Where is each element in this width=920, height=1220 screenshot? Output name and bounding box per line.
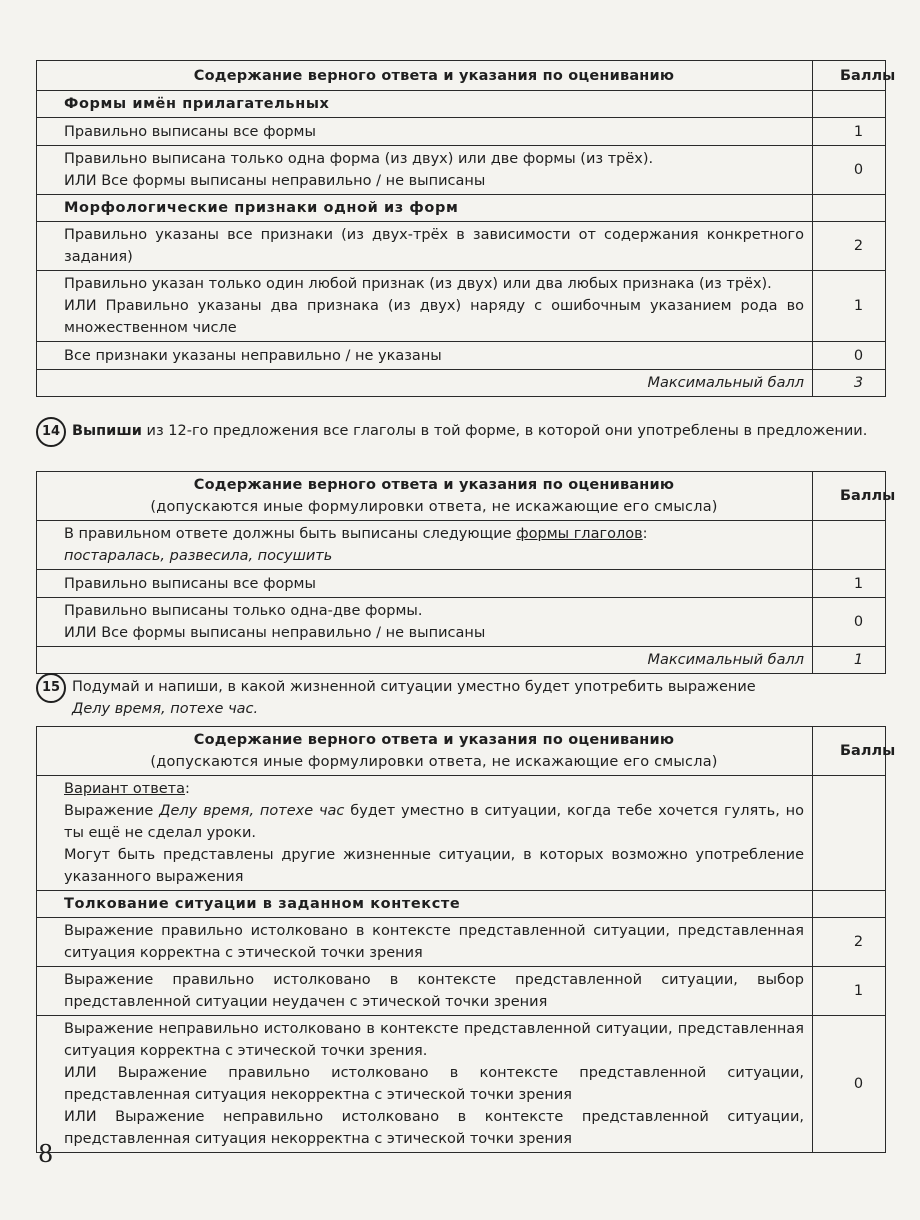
section-row: [37, 91, 886, 118]
task-body: из 12-го предложения все глаголы в той форме, в которой они употреблены в предложении.: [146, 423, 868, 439]
points-value: 1: [813, 271, 886, 342]
criterion-text: Все признаки указаны неправильно / не указаны: [37, 342, 813, 370]
table-row: [37, 598, 886, 647]
points-header: Баллы: [813, 727, 886, 776]
section-row: [37, 891, 886, 918]
criterion-text: Правильно указаны все признаки (из двух-трёх в зависимости от содержания конкретного задания): [37, 222, 813, 271]
task-body: Подумай и напиши, в какой жизненной ситуации уместно будет употребить выражение: [72, 679, 756, 695]
points-value: 0: [813, 342, 886, 370]
table-row: [37, 342, 886, 370]
points-value: 2: [813, 222, 886, 271]
task-text: [40, 420, 886, 442]
answer-text: В правильном ответе должны быть выписаны следующие формы глаголов: постаралась, развесила, посушить: [37, 521, 813, 570]
points-value: 1: [813, 967, 886, 1016]
page-number: 8: [38, 1140, 54, 1168]
answer-variant: Вариант ответа: Выражение Делу время, потехе час будет уместно в ситуации, когда тебе хочется гулять, но ты ещё не сделал уроки. Могут быть представлены другие жизненные ситуации, в которых возможно употребление указанного выражения: [37, 776, 813, 891]
table-row: [37, 918, 886, 967]
grading-table-13: [36, 60, 896, 397]
points-value: 0: [813, 146, 886, 195]
criterion-text: Выражение правильно истолковано в контексте представленной ситуации, выбор представленной ситуации неудачен с этической точки зрения: [37, 967, 813, 1016]
content-header: Содержание верного ответа и указания по оцениванию: [37, 61, 813, 91]
table-row: [37, 146, 886, 195]
answer-forms: постаралась, развесила, посушить: [64, 548, 333, 564]
points-value: 1: [813, 118, 886, 146]
max-score-row: [37, 647, 886, 674]
task-verb: Выпиши: [72, 423, 142, 439]
criterion-text: Правильно выписаны все формы: [37, 570, 813, 598]
table-row: [37, 776, 886, 891]
grading-table-14: [36, 471, 896, 674]
max-score-value: 3: [813, 370, 886, 397]
max-score-label: Максимальный балл: [37, 370, 813, 397]
content-header: Содержание верного ответа и указания по оцениванию (допускаются иные формулировки ответа, не искажающие его смысла): [37, 472, 813, 521]
table-row: [37, 222, 886, 271]
section-title: Формы имён прилагательных: [37, 91, 813, 118]
points-header: Баллы: [813, 61, 886, 91]
table-header-row: [37, 61, 886, 91]
points-value: 0: [813, 598, 886, 647]
section-title: Морфологические признаки одной из форм: [37, 195, 813, 222]
criterion-text: Выражение неправильно истолковано в контексте представленной ситуации, представленная ситуация корректна с этической точки зрения. ИЛИ Выражение правильно истолковано в контексте представленной ситуации, представленная ситуация некорректна с этической точки зрения ИЛИ Выражение неправильно истолковано в контексте представленной ситуации, представленная ситуация некорректна с этической точки зрения: [37, 1016, 813, 1153]
points-value: 0: [813, 1016, 886, 1153]
criterion-text: Правильно указан только один любой признак (из двух) или два любых признака (из трёх). ИЛИ Правильно указаны два признака (из двух) наряду с ошибочным указанием рода во множественном числе: [37, 271, 813, 342]
task-14: [40, 420, 886, 442]
points-value: 1: [813, 570, 886, 598]
task-number-badge: 15: [36, 673, 66, 703]
points-header: Баллы: [813, 472, 886, 521]
section-title: Толкование ситуации в заданном контексте: [37, 891, 813, 918]
table-row: [37, 271, 886, 342]
criterion-text: Выражение правильно истолковано в контексте представленной ситуации, представленная ситуация корректна с этической точки зрения: [37, 918, 813, 967]
max-score-label: Максимальный балл: [37, 647, 813, 674]
table-row: [37, 521, 886, 570]
max-score-value: 1: [813, 647, 886, 674]
task-15: [40, 676, 886, 720]
table-row: [37, 570, 886, 598]
table-row: [37, 967, 886, 1016]
criterion-text: Правильно выписаны только одна-две формы. ИЛИ Все формы выписаны неправильно / не выписаны: [37, 598, 813, 647]
grading-table-15: [36, 726, 896, 1153]
table-header-row: [37, 727, 886, 776]
criterion-text: Правильно выписаны все формы: [37, 118, 813, 146]
task-phrase: Делу время, потехе час.: [72, 701, 259, 717]
table-row: [37, 118, 886, 146]
content-header: Содержание верного ответа и указания по оцениванию (допускаются иные формулировки ответа, не искажающие его смысла): [37, 727, 813, 776]
points-value: 2: [813, 918, 886, 967]
table-header-row: [37, 472, 886, 521]
task-number-badge: 14: [36, 417, 66, 447]
criterion-text: Правильно выписана только одна форма (из двух) или две формы (из трёх). ИЛИ Все формы выписаны неправильно / не выписаны: [37, 146, 813, 195]
table-row: [37, 1016, 886, 1153]
max-score-row: [37, 370, 886, 397]
section-row: [37, 195, 886, 222]
task-text: [40, 676, 886, 720]
